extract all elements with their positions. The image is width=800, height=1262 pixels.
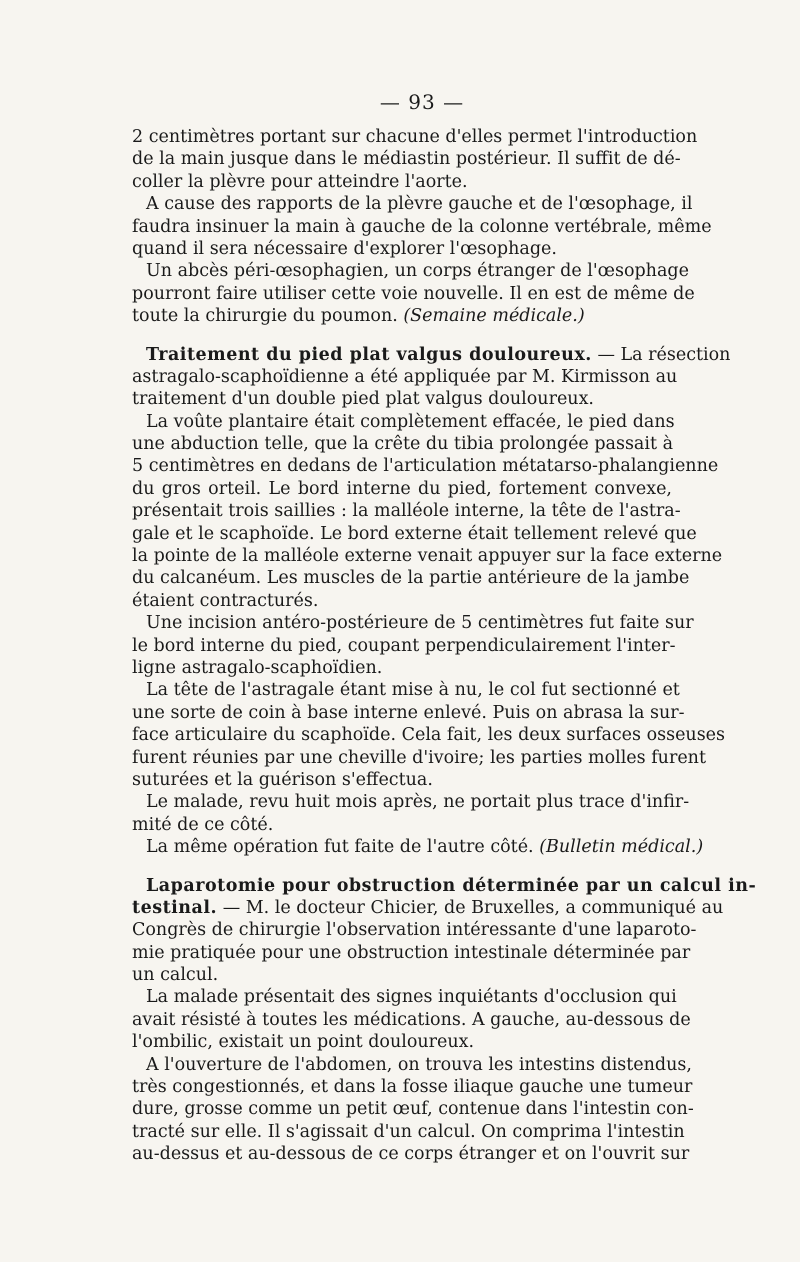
section-heading-cont: testinal.: [132, 897, 218, 918]
text-line: gale et le scaphoïde. Le bord externe était tellement relevé que: [132, 523, 697, 544]
text-line: étaient contracturés.: [132, 590, 319, 611]
text-line: Un abcès péri-œsophagien, un corps étranger de l'œsophage: [146, 261, 689, 282]
text-line: du calcanéum. Les muscles de la partie antérieure de la jambe: [132, 568, 690, 589]
page-number: — 93 —: [379, 90, 465, 114]
paragraph: [132, 126, 698, 193]
citation: (Bulletin médical.): [539, 837, 704, 858]
text-line: l'ombilic, existait un point douloureux.: [132, 1032, 475, 1053]
text-line: astragalo-scaphoïdienne a été appliquée par M. Kirmisson au: [132, 366, 678, 387]
text-line: furent réunies par une cheville d'ivoire; les parties molles furent: [132, 747, 706, 768]
text-line: tracté sur elle. Il s'agissait d'un calcul. On comprima l'intestin: [132, 1121, 685, 1142]
text-line: le bord interne du pied, coupant perpendiculairement l'inter-: [132, 635, 676, 656]
text-fragment: La même opération fut faite de l'autre côté.: [146, 837, 534, 858]
book-page: [132, 90, 757, 1166]
section-heading-line: [132, 897, 724, 919]
section-heading: Laparotomie pour obstruction déterminée par un calcul in-: [146, 875, 757, 896]
text-line: une abduction telle, que la crête du tibia prolongée passait à: [132, 434, 673, 455]
text-line: A cause des rapports de la plèvre gauche et de l'œsophage, il: [146, 194, 693, 215]
text-line: dure, grosse comme un petit œuf, contenue dans l'intestin con-: [132, 1099, 694, 1120]
text-line: très congestionnés, et dans la fosse iliaque gauche une tumeur: [132, 1077, 693, 1098]
text-line: suturées et la guérison s'effectua.: [132, 769, 433, 790]
text-line: Une incision antéro-postérieure de 5 centimètres fut faite sur: [146, 613, 694, 634]
text-line: mie pratiquée pour une obstruction intestinale déterminée par: [132, 942, 691, 963]
text-line: 2 centimètres portant sur chacune d'elles permet l'introduction: [132, 127, 698, 147]
text-line: Congrès de chirurgie l'observation intéressante d'une laparoto-: [132, 920, 697, 941]
text-line: un calcul.: [132, 965, 219, 986]
text-line: présentait trois saillies : la malléole interne, la tête de l'astra-: [132, 501, 681, 522]
section-traitement-pied-plat: [132, 344, 731, 859]
text-line: [132, 836, 704, 858]
text-line: ligne astragalo-scaphoïdien.: [132, 657, 383, 678]
section-heading-line: [132, 344, 731, 366]
text-line: A l'ouverture de l'abdomen, on trouva les intestins distendus,: [146, 1054, 692, 1075]
text-line: traitement d'un double pied plat valgus douloureux.: [132, 389, 594, 410]
text-line: Le malade, revu huit mois après, ne portait plus trace d'infir-: [146, 792, 690, 813]
text-fragment: toute la chirurgie du poumon.: [132, 306, 398, 327]
text-line: de la main jusque dans le médiastin postérieur. Il suffit de dé-: [132, 149, 681, 170]
paragraph: [132, 193, 712, 260]
text-fragment: — La résection: [597, 344, 731, 365]
text-line: faudra insinuer la main à gauche de la colonne vertébrale, même: [132, 216, 712, 237]
citation: (Semaine médicale.): [403, 306, 585, 327]
text-line: mité de ce côté.: [132, 814, 274, 835]
section-laparotomie: [132, 875, 757, 1166]
text-line: La voûte plantaire était complètement effacée, le pied dans: [146, 411, 675, 432]
text-line: 5 centimètres en dedans de l'articulation métatarso-phalangienne: [132, 456, 719, 477]
text-line: coller la plèvre pour atteindre l'aorte.: [132, 171, 468, 192]
text-line: [132, 305, 672, 327]
text-line: une sorte de coin à base interne enlevé. Puis on abrasa la sur-: [132, 702, 685, 723]
text-line: avait résisté à toutes les médications. A gauche, au-dessous de: [132, 1009, 691, 1030]
text-line: La tête de l'astragale étant mise à nu, le col fut sectionné et: [146, 680, 680, 701]
text-line: pourront faire utiliser cette voie nouvelle. Il en est de même de: [132, 283, 695, 304]
text-line: face articulaire du scaphoïde. Cela fait, les deux surfaces osseuses: [132, 725, 726, 746]
text-fragment: — M. le docteur Chicier, de Bruxelles, a communiqué au: [222, 897, 724, 918]
text-line: du gros orteil. Le bord interne du pied, fortement convexe,: [132, 478, 672, 499]
section-heading: Traitement du pied plat valgus douloureux.: [146, 344, 592, 365]
text-line: La malade présentait des signes inquiétants d'occlusion qui: [146, 987, 677, 1008]
text-line: quand il sera nécessaire d'explorer l'œsophage.: [132, 238, 557, 259]
text-line: au-dessus et au-dessous de ce corps étranger et on l'ouvrit sur: [132, 1144, 690, 1165]
text-line: la pointe de la malléole externe venait appuyer sur la face externe: [132, 546, 723, 567]
paragraph: [132, 260, 695, 327]
